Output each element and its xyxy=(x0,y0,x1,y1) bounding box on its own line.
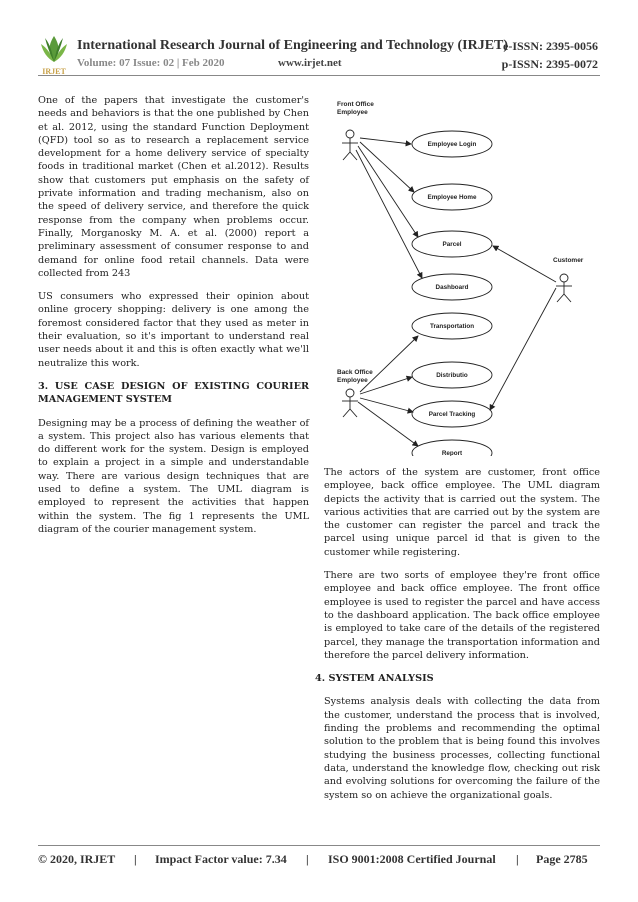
paragraph: One of the papers that investigate the customer's needs and behaviors is that the one published by Chen et al. 2012, using the standard Function Deployment (QFD) tool so as to research a replacement service development for a home delivery service of specialty foods in traditional market (Chen et al.2012). Results show that customers put emphasis on the safety of private information and trading mechanism, also on the speed of delivery service, and therefore the quick response from the company when problems occur. Finally, Morganosky M. A. et al. (2000) report a preliminary assessment of consumer response to and demand for online food retail channels. Data were collected from 243 xyxy=(38,95,309,279)
footer-rule xyxy=(38,845,600,846)
actor-label-front-office: Front Office Employee xyxy=(337,101,374,116)
front-office-actor-icon xyxy=(342,130,358,160)
logo-text: IRJET xyxy=(42,67,66,76)
journal-title: International Research Journal of Engineering and Technology (IRJET) xyxy=(77,38,509,53)
use-case-label: Parcel xyxy=(442,241,462,248)
pissn: p-ISSN: 2395-0072 xyxy=(501,57,598,71)
paragraph: Systems analysis deals with collecting the data from the customer, understand the process that is involved, finding the problems and recommending the optimal solution to the problem that is being found this involves studying the business processes, collecting functional data, understand the knowledge flow, checking out risk and evolving solutions for overcoming the failure of the system so on achieve the organizational goals. xyxy=(324,696,600,801)
footer-separator: | xyxy=(306,852,309,866)
eissn: e-ISSN: 2395-0056 xyxy=(503,39,598,53)
right-column xyxy=(315,466,600,812)
paragraph: There are two sorts of employee they're front office employee and back office employee. The front office employee is used to register the parcel and have access to the dashboard application. The back office employee is employed to take care of the details of the registered parcel, they manage the transportation information and therefore the parcel delivery information. xyxy=(324,570,600,661)
customer-associations xyxy=(490,246,556,410)
header-rule xyxy=(38,75,600,76)
actor-label-customer: Customer xyxy=(553,257,584,264)
use-case-label: Parcel Tracking xyxy=(428,411,476,418)
customer-actor-icon xyxy=(556,274,572,302)
use-case-label: Transportation xyxy=(429,323,475,330)
paragraph: The actors of the system are customer, front office employee, back office employee. The UML diagram depicts the activity that is carried out the system. The various activities that are carried out by the system are the customer can register the parcel and track the parcel using unique parcel id that is given to the customer while registering. xyxy=(324,467,600,558)
section-heading: 4. SYSTEM ANALYSIS xyxy=(315,673,434,685)
footer-iso: ISO 9001:2008 Certified Journal xyxy=(328,852,496,866)
use-case-label: Report xyxy=(441,450,463,456)
back-office-associations xyxy=(358,336,418,446)
paragraph: Designing may be a process of defining the weather of a system. This project also has various elements that do different work for the system. Design is employed to explain a project in a simple and understandable way. There are various design techniques that are used to define a system. The UML diagram is employed to represent the activities that happen within the system. The fig 1 represents the UML diagram of the courier management system. xyxy=(38,417,309,535)
front-office-associations xyxy=(356,138,422,278)
left-column xyxy=(38,94,309,546)
use-case-label: Dashboard xyxy=(435,284,469,291)
section-heading: 3. USE CASE DESIGN OF EXISTING COURIER MANAGEMENT SYSTEM xyxy=(38,380,309,406)
irjet-logo xyxy=(35,32,73,76)
paragraph: US consumers who expressed their opinion about online grocery shopping: delivery is one among the foremost considered factor that they used as meter in their evaluation, so it's important to understand real user needs about it and this is often exactly what we'll neutralize this work. xyxy=(38,291,309,369)
footer-page: Page 2785 xyxy=(536,852,588,866)
actor-label-back-office: Back Office Employee xyxy=(337,369,373,384)
footer-copyright: © 2020, IRJET xyxy=(38,852,116,866)
volume-issue: Volume: 07 Issue: 02 | Feb 2020 xyxy=(77,57,225,69)
back-office-actor-icon xyxy=(342,389,358,417)
use-case-label: Employee Home xyxy=(427,194,477,201)
journal-url[interactable]: www.irjet.net xyxy=(278,57,342,69)
use-case-label: Employee Login xyxy=(427,141,477,148)
footer-separator: | xyxy=(516,852,519,866)
uml-use-case-diagram xyxy=(330,96,610,456)
footer-separator: | xyxy=(134,852,137,866)
footer-impact-factor: Impact Factor value: 7.34 xyxy=(155,852,287,866)
use-case-label: Distributio xyxy=(436,372,468,379)
